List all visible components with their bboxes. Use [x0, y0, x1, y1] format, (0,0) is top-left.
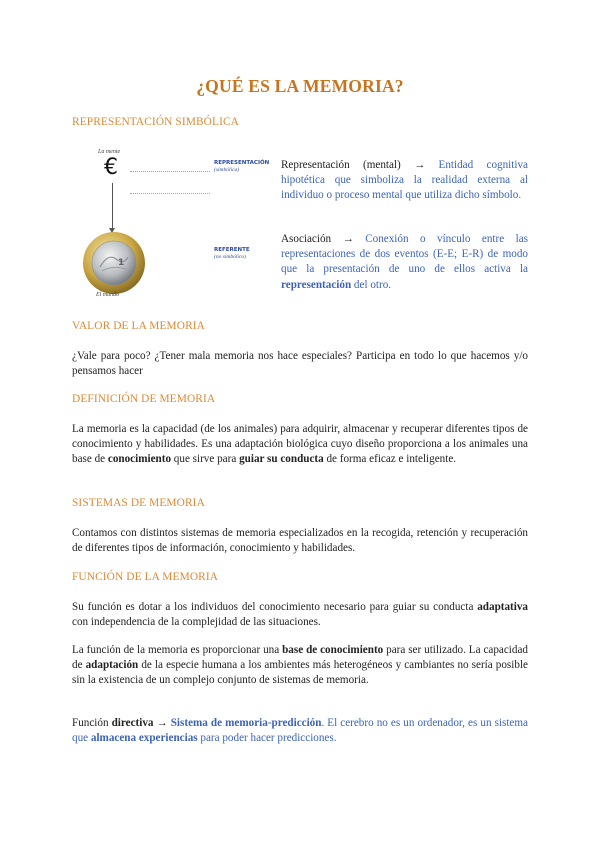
- arrow-icon: →: [331, 233, 366, 245]
- text-run: para poder hacer predicciones.: [197, 732, 337, 745]
- diagram-bottom-label: El mundo: [96, 292, 120, 298]
- bold-term: adaptación: [85, 659, 139, 672]
- rep-sub: (simbólica): [214, 167, 240, 173]
- heading-representacion: REPRESENTACIÓN SIMBÓLICA: [72, 116, 239, 128]
- ref-title: REFERENTE: [214, 247, 250, 253]
- euro-symbol: €: [104, 155, 118, 180]
- bold-term: representación: [281, 278, 352, 291]
- ref-sub: (no simbólico): [214, 254, 246, 260]
- euro-coin-icon: [82, 231, 146, 295]
- text-run: de la especie humana a los ambientes más heterogéneos y cambiantes no sería posible sin la existencia de un complejo conjunto de sistemas de memoria.: [72, 659, 528, 687]
- text-run: . El cerebro no es un ordenador, es un sistema que: [72, 717, 528, 745]
- bold-term: Sistema de memoria-predicción: [170, 717, 322, 729]
- representacion-paragraph: [281, 158, 528, 204]
- funcion-paragraph-1: [72, 600, 528, 630]
- rep-title: REPRESENTACIÓN: [214, 160, 270, 166]
- heading-funcion: FUNCIÓN DE LA MEMORIA: [72, 571, 219, 583]
- definicion-paragraph: [72, 422, 528, 468]
- term-representacion: Representación (mental): [281, 159, 401, 171]
- heading-sistemas: SISTEMAS DE MEMORIA: [72, 497, 205, 509]
- bold-term: directiva: [111, 717, 154, 729]
- heading-valor: VALOR DE LA MEMORIA: [72, 320, 206, 332]
- term-asociacion: Asociación: [281, 233, 332, 245]
- text-run: de forma eficaz e inteligente.: [323, 453, 457, 466]
- text-run: La función de la memoria es proporcionar una: [72, 644, 283, 656]
- text-run: para ser utilizado. La capacidad de: [72, 644, 528, 672]
- text-run: Su función es dotar a los individuos del conocimiento necesario para guiar su conducta: [72, 601, 478, 613]
- diagram-top-label: La mente: [98, 149, 121, 155]
- heading-definicion: DEFINICIÓN DE MEMORIA: [72, 393, 216, 405]
- divider-line: [130, 171, 210, 172]
- svg-text:1: 1: [118, 258, 125, 268]
- arrow-icon: →: [400, 159, 439, 171]
- bold-term: conocimiento: [107, 453, 172, 466]
- bold-term: adaptativa: [477, 601, 528, 613]
- sistemas-paragraph: Contamos con distintos sistemas de memoria especializados en la recogida, retención y recuperación de diferentes tipos de información, conocimiento y habilidades.: [72, 527, 528, 555]
- bold-term: guiar su conducta: [239, 453, 324, 466]
- bold-term: almacena experiencias: [90, 732, 198, 745]
- funcion-paragraph-2: [72, 643, 528, 689]
- valor-paragraph: ¿Vale para poco? ¿Tener mala memoria nos hace especiales? Participa en todo lo que hacemos y/o pensamos hacer: [72, 350, 528, 378]
- funcion-paragraph-3: [72, 716, 528, 746]
- page-title: ¿QUÉ ES LA MEMORIA?: [196, 76, 404, 96]
- asociacion-paragraph: [281, 232, 528, 293]
- definition-text: del otro.: [351, 278, 392, 291]
- text-run: con independencia de la complejidad de las situaciones.: [72, 616, 321, 629]
- text-run: La memoria es la capacidad (de los animales) para adquirir, almacenar y recuperar diferentes tipos de conocimiento y habilidades. Es una adaptación biológica cuyo diseño proporciona a los animales una base de: [72, 423, 528, 466]
- definition-text: Conexión o vínculo entre las representaciones de dos eventos (E-E; E-R) de modo que la presentación de uno de ellos activa la: [281, 233, 529, 276]
- representation-diagram: [78, 145, 278, 305]
- definition-text: Entidad cognitiva hipotética que simboliza la realidad externa al individuo o proceso mental que utiliza dicho símbolo.: [281, 159, 528, 202]
- text-run: que sirve para: [171, 453, 240, 466]
- arrow-line: [112, 183, 113, 231]
- text-run: Función: [72, 717, 112, 729]
- arrow-icon: →: [153, 717, 171, 729]
- divider-line: [130, 193, 210, 194]
- bold-term: base de conocimiento: [282, 644, 384, 656]
